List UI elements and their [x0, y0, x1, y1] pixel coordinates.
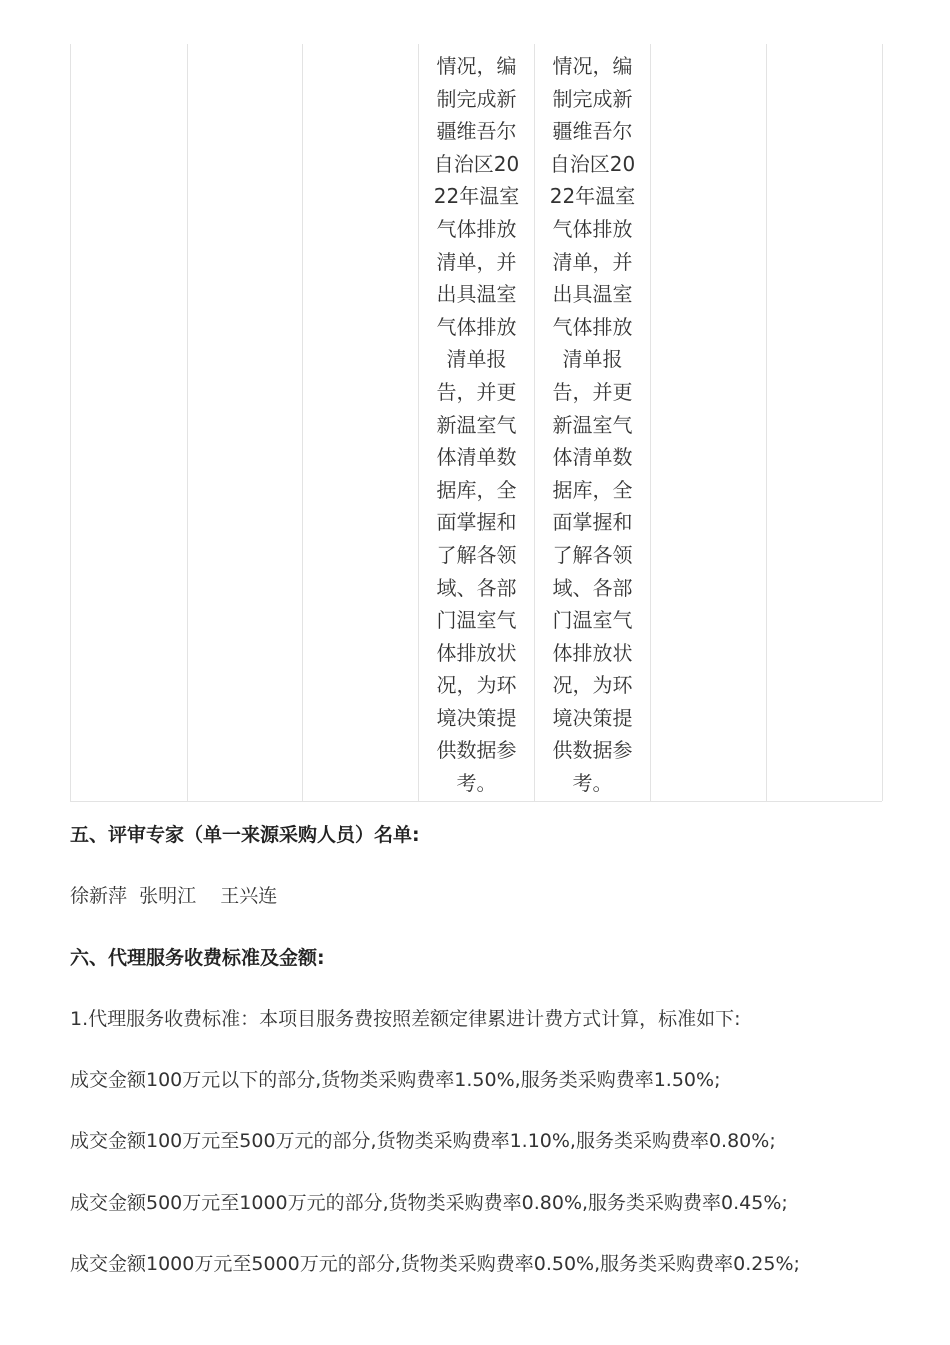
table-cell-line: 了解各领	[436, 542, 517, 567]
table-cell-line: 出具温室	[436, 282, 517, 307]
fee-tier-1: 成交金额100万元以下的部分,货物类采购费率1.50%,服务类采购费率1.50%;	[70, 1069, 721, 1091]
table-cell-line: 据库，全	[436, 477, 517, 502]
table-cell-line: 体排放状	[436, 640, 517, 665]
table-cell-line: 域、各部	[436, 575, 517, 600]
table-col-6	[651, 44, 767, 801]
table-cell-line: 境决策提	[436, 705, 517, 730]
table-cell-line: 气体排放	[436, 314, 517, 339]
table-cell-line: 气体排放	[552, 314, 633, 339]
table-col-5	[535, 44, 651, 801]
fee-standard-intro: 1.代理服务收费标准：本项目服务费按照差额定律累进计费方式计算，标准如下:	[70, 1008, 741, 1030]
table-cell-line: 况，为环	[552, 673, 633, 698]
table-cell-line: 境决策提	[552, 705, 633, 730]
table-cell-line: 情况，编	[436, 54, 517, 78]
table-cell-line: 新温室气	[436, 412, 517, 437]
table-col-3	[303, 44, 419, 801]
fee-tier-4: 成交金额1000万元至5000万元的部分,货物类采购费率0.50%,服务类采购费率0.25%;	[70, 1253, 800, 1275]
table-cell-line: 况，为环	[436, 673, 517, 698]
table-cell-line: 自治区20	[549, 151, 636, 176]
table-cell-line: 告，并更	[436, 379, 517, 404]
table-cell-line: 22年温室	[549, 184, 636, 209]
table-cell-line: 制完成新	[436, 86, 517, 111]
table-cell-line: 考。	[572, 771, 613, 796]
table-cell-line: 门温室气	[436, 608, 517, 633]
table-cell-line: 制完成新	[552, 86, 633, 111]
table-cell-line: 供数据参	[552, 738, 633, 763]
fee-tier-2: 成交金额100万元至500万元的部分,货物类采购费率1.10%,服务类采购费率0.80%;	[70, 1130, 776, 1152]
table-cell-line: 清单，并	[552, 249, 633, 274]
table-cell-content-col-5	[535, 50, 650, 800]
table-cell-line: 体清单数	[552, 445, 633, 470]
section-6-heading: 六、代理服务收费标准及金额:	[70, 947, 325, 969]
table-cell-line: 清单报	[562, 347, 623, 372]
table-col-4	[419, 44, 535, 801]
table-cell-line: 清单，并	[436, 249, 517, 274]
table-col-2	[188, 44, 303, 801]
table-cell-line: 疆维吾尔	[552, 119, 633, 144]
table-cell-line: 自治区20	[433, 151, 520, 176]
table-cell-line: 告，并更	[552, 379, 633, 404]
table-cell-line: 据库，全	[552, 477, 633, 502]
table-cell-line: 面掌握和	[436, 510, 517, 535]
table-cell-line: 气体排放	[436, 216, 517, 241]
table-cell-line: 新温室气	[552, 412, 633, 437]
table-col-7	[767, 44, 883, 801]
table-cell-line: 疆维吾尔	[436, 119, 517, 144]
table-col-1	[71, 44, 188, 801]
table-cell-line: 门温室气	[552, 608, 633, 633]
expert-names: 徐新萍 张明江 王兴连	[70, 885, 278, 907]
table-cell-content-col-4	[419, 50, 534, 800]
section-5-heading: 五、评审专家（单一来源采购人员）名单:	[70, 824, 420, 846]
table-cell-line: 情况，编	[552, 54, 633, 78]
table-cell-line: 了解各领	[552, 542, 633, 567]
table-cell-line: 体排放状	[552, 640, 633, 665]
table-cell-line: 面掌握和	[552, 510, 633, 535]
table-cell-line: 体清单数	[436, 445, 517, 470]
table-cell-line: 22年温室	[433, 184, 520, 209]
table-cell-line: 域、各部	[552, 575, 633, 600]
table-cell-line: 清单报	[446, 347, 507, 372]
table-cell-line: 出具温室	[552, 282, 633, 307]
table-cell-line: 供数据参	[436, 738, 517, 763]
fee-tier-3: 成交金额500万元至1000万元的部分,货物类采购费率0.80%,服务类采购费率0.45%;	[70, 1192, 788, 1214]
project-table-continuation	[70, 44, 882, 802]
table-cell-line: 考。	[456, 771, 497, 796]
table-cell-line: 气体排放	[552, 216, 633, 241]
